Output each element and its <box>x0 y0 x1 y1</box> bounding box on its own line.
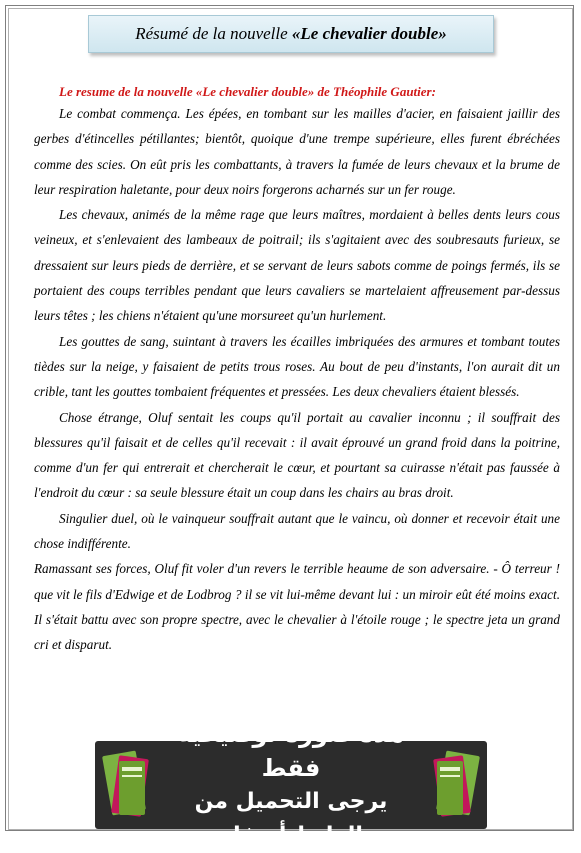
paragraph-2: Les chevaux, animés de la même rage que leurs maîtres, mordaient à belles dents leurs cous veineux, et s'enlevaient des lambeaux de poitrail; ils s'agitaient avec des soubresauts furieux, se dressaient sur leurs pieds de derrière, et se servant de leurs sabots comme de poings fermés, ils se portaient des coups terribles pendant que leurs cavaliers se martelaient affreusement par-dessus leurs têtes ; les chiens n'étaient qu'une morsureet qu'un hurlement. <box>34 207 560 324</box>
title-prefix: Résumé de la nouvelle <box>135 24 288 43</box>
banner-line-2: يرجى التحميل من الرابط أسفله <box>194 789 388 848</box>
books-icon <box>423 747 481 823</box>
paragraph-3: Les gouttes de sang, suintant à travers les écailles imbriquées des armures et tombant toutes tièdes sur la neige, y faisaient de petits trous roses. Au bout de peu d'instants, l'on aurait dit un crible, tant les gouttes tombaient fréquentes et pressées. Les deux chevaliers étaient blessés. <box>34 333 560 400</box>
banner-line-1: هذه صورة توضيحية فقط <box>177 720 405 782</box>
title-book: «Le chevalier double» <box>291 24 447 43</box>
section-heading: Le resume de la nouvelle «Le chevalier double» de Théophile Gautier: <box>59 84 436 99</box>
page-title <box>88 15 494 53</box>
paragraph-1: Le combat commença. Les épées, en tombant sur les mailles d'acier, en faisaient jaillir des gerbes d'étincelles pétillantes; bientôt, quoique d'une trempe supérieure, elles furent ébréchées comme des scies. On eût pris les combattants, à travers la fumée de leurs chevaux et la brume de leur respiration haletante, pour deux noirs forgerons acharnés sur un fer rouge. <box>34 106 560 197</box>
summary-text <box>34 101 560 658</box>
paragraph-5: Singulier duel, où le vainqueur souffrait autant que le vaincu, où donner et recevoir était une chose indifférente. <box>34 510 560 552</box>
download-notice-banner[interactable] <box>95 720 487 848</box>
banner-text <box>159 717 423 853</box>
paragraph-6: Ramassant ses forces, Oluf fit voler d'un revers le terrible heaume de son adversaire. - Ô terreur ! que vit le fils d'Edwige et de Lodbrog ? il se vit lui-même devant lui : un miroir eût été moins exact. Il s'était battu avec son propre spectre, avec le chevalier à l'étoile rouge ; le spectre jeta un grand cri et disparut. <box>34 561 560 653</box>
books-icon <box>101 747 159 823</box>
paragraph-4: Chose étrange, Oluf sentait les coups qu'il portait au cavalier inconnu ; il souffrait des blessures qu'il faisait et de celles qu'il recevait : il avait éprouvé un grand froid dans la poitrine, comme d'un fer qui entrerait et chercherait le cœur, et pourtant sa cuirasse n'était pas faussée à l'endroit du cœur : sa seule blessure était un coup dans les chairs au bras droit. <box>34 409 560 501</box>
